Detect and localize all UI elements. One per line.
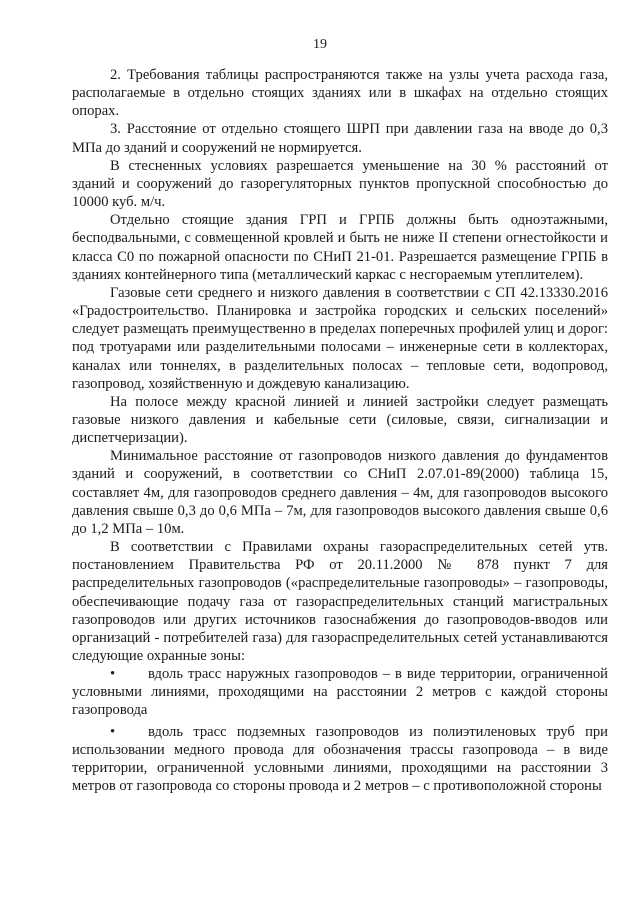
paragraph-red-line-strip: На полосе между красной линией и линией застройки следует размещать газовые низкого давления и кабельные сети (силовые, связи, сигнализации и диспетчеризации).: [72, 393, 608, 447]
bullet-item-polyethylene: [72, 723, 608, 796]
paragraph-gas-networks-placement: Газовые сети среднего и низкого давления в соответствии с СП 42.13330.2016 «Градостроительство. Планировка и застройка городских и сельских поселений» следует размещать преимущественно в пределах поперечных профилей улиц и дорог: под тротуарами или разделительными полосами – инженерные сети в коллекторах, каналах или тоннелях, в разделительных полосах – тепловые сети, водопровод, газопровод, хозяйственную и дождевую канализацию.: [72, 284, 608, 392]
bullet-text: вдоль трасс наружных газопроводов – в виде территории, ограниченной условными линиями, проходящими на расстоянии 2 метров с каждой стороны газопровода: [72, 666, 608, 719]
bullet-item-above-ground: [72, 665, 608, 719]
paragraph-minimum-distance: Минимальное расстояние от газопроводов низкого давления до фундаментов зданий и сооружений, в соответствии со СНиП 2.07.01-89(2000) таблица 15, составляет 4м, для газопроводов среднего давления – 4м, для газопроводов высокого давления свыше 0,3 до 0,6 МПа – 7м, для газопроводов высокого давления свыше 0,6 до 1,2 МПа – 10м.: [72, 448, 608, 537]
bullet-marker: •: [110, 666, 116, 683]
document-body: [72, 66, 608, 795]
paragraph-grp-buildings: Отдельно стоящие здания ГРП и ГРПБ должны быть одноэтажными, бесподвальными, с совмещенной кровлей и быть не ниже II степени огнестойкости и класса С0 по пожарной опасности по СНиП 21-01. Разрешается размещение ГРПБ в зданиях контейнерного типа (металлический каркас с несгораемым утеплителем).: [72, 212, 608, 283]
paragraph-constrained-conditions: В стесненных условиях разрешается уменьшение на 30 % расстояний от зданий и сооружений до газорегуляторных пунктов пропускной способностью до 10000 куб. м/ч.: [72, 157, 608, 211]
bullet-text: вдоль трасс подземных газопроводов из полиэтиленовых труб при использовании медного провода для обозначения трассы газопровода – в виде территории, ограниченной условными линиями, проходящими на расстоянии 3 метров от газопровода со стороны провода и 2 метров – с противоположной стороны: [72, 723, 608, 795]
paragraph-protection-rules: В соответствии с Правилами охраны газораспределительных сетей утв. постановлением Правительства РФ от 20.11.2000 № 878 пункт 7 для распределительных газопроводов («распределительные газопроводы» – газопроводы, обеспечивающие подачу газа от газораспределительных станций магистральных газопроводов или других источников газоснабжения до газопроводов-вводов или организаций - потребителей газа) для газораспределительных сетей устанавливаются следующие охранные зоны:: [72, 539, 608, 664]
page-number: 19: [313, 37, 327, 52]
paragraph-note-3: 3. Расстояние от отдельно стоящего ШРП при давлении газа на вводе до 0,3 МПа до зданий и сооружений не нормируется.: [72, 121, 608, 156]
paragraph-note-2: 2. Требования таблицы распространяются также на узлы учета расхода газа, располагаемые в отдельно стоящих зданиях или в шкафах на отдельно стоящих опорах.: [72, 67, 608, 120]
bullet-marker: •: [110, 723, 116, 740]
